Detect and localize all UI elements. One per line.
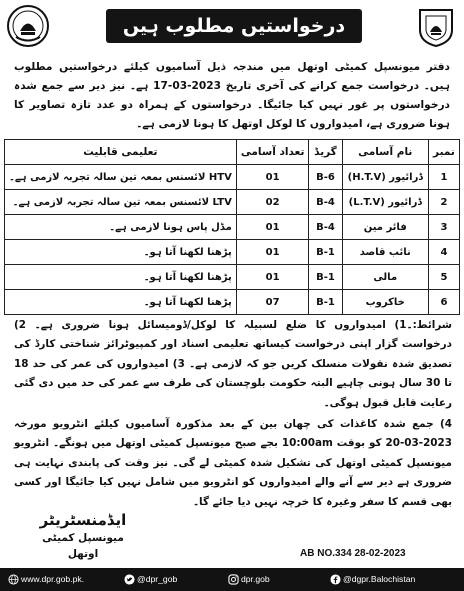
column-header: تعداد آسامی	[236, 140, 309, 165]
post-qualification: پڑھنا لکھنا آتا ہو۔	[5, 265, 237, 290]
vacancies-table	[4, 139, 460, 315]
post-grade: B-1	[309, 240, 342, 265]
column-header: نام آسامی	[342, 140, 428, 165]
table-row	[5, 190, 460, 215]
footer-twitter[interactable]: @dpr_gob	[124, 574, 177, 585]
post-name: نائب قاصد	[342, 240, 428, 265]
post-grade: B-6	[309, 165, 342, 190]
row-number: 5	[428, 265, 459, 290]
page-title: درخواستیں مطلوب ہیں	[106, 9, 362, 43]
post-count: 01	[236, 265, 309, 290]
post-grade: B-4	[309, 215, 342, 240]
globe-icon	[8, 574, 19, 585]
column-header: گریڈ	[309, 140, 342, 165]
post-count: 01	[236, 165, 309, 190]
government-emblem-icon	[6, 4, 50, 48]
government-emblem-icon	[414, 4, 458, 48]
row-number: 6	[428, 290, 459, 315]
post-grade: B-1	[309, 265, 342, 290]
terms-paragraph: شرائط:۔1) امیدواروں کا ضلع لسبیلہ کا لوکل/ڈومیسائل ہونا ضروری ہے۔ 2) درخواست گزار اپنی درخواست کیساتھ تعلیمی اسناد اور کمپیوٹرائز شناختی کارڈ کی تصدیق شدہ نقولات منسلک کریں جو کہ لازمی ہے۔ 3) امیدواروں کی عمر کی حد 18 تا 30 سال ہونی چاہیے البتہ حکومت بلوچستان کی طرف سے عمر کی حد میں دی گئی رعایت قابل قبول ہوگی۔	[14, 319, 452, 409]
terms-and-conditions	[14, 316, 452, 514]
table-row	[5, 290, 460, 315]
row-number: 4	[428, 240, 459, 265]
post-grade: B-1	[309, 290, 342, 315]
column-header: نمبر	[428, 140, 459, 165]
row-number: 2	[428, 190, 459, 215]
post-count: 07	[236, 290, 309, 315]
instagram-icon	[228, 574, 239, 585]
footer-website[interactable]: www.dpr.gob.pk.	[8, 574, 84, 585]
row-number: 3	[428, 215, 459, 240]
table-row	[5, 215, 460, 240]
facebook-icon	[330, 574, 341, 585]
post-count: 02	[236, 190, 309, 215]
post-grade: B-4	[309, 190, 342, 215]
signature-block	[28, 510, 138, 562]
post-qualification: مڈل پاس ہونا لازمی ہے۔	[5, 215, 237, 240]
post-qualification: LTV لائسنس بمعہ تین سالہ تجربہ لازمی ہے۔	[5, 190, 237, 215]
post-qualification: پڑھنا لکھنا آتا ہو۔	[5, 290, 237, 315]
advert-reference	[300, 548, 406, 559]
signatory-office: میونسپل کمیٹی اوتھل	[42, 532, 124, 560]
table-row	[5, 240, 460, 265]
intro-paragraph: دفتر میونسپل کمیٹی اوتھل میں مندجہ ذیل آسامیوں کیلئے درخواستیں مطلوب ہیں۔ درخواست جمع کرانے کی آخری تاریخ 2023-03-17 ہے۔ نیز دیر سے جمع شدہ درخواستوں پر غور نہیں کیا جائیگا۔ درخواستوں کے ہمراہ دو عدد تازہ تصاویر کا ہونا ضروری ہے، امیدواروں کا لوکل اوتھل کا ہونا لازمی ہے۔	[14, 61, 450, 130]
terms-paragraph: 4) جمع شدہ کاغذات کی چھان بین کے بعد مذکورہ آسامیوں کیلئے انٹرویو مورخہ 2023-03-20 کو بوقت 10:00am بجے صبح میونسپل کمیٹی اوتھل میں ہونگے۔ انٹرویو میونسپل کمیٹی اوتھل کی تشکیل شدہ کمیٹی لے گی۔ نیز وقت کی پابندی نہایت ہی ضروری ہے دیر سے آنے والے امیدواروں کو انٹرویو میں شامل نہیں کیا جائیگا اور کسی بھی قسم کا سفر وغیرہ کا خرچہ نہیں دیا جائے گا۔	[14, 418, 452, 508]
advert-date: 28-02-2023	[354, 548, 406, 559]
advert-number: AB NO.334	[300, 548, 352, 559]
table-header-row	[5, 140, 460, 165]
signatory-title: ایڈمنسٹریٹر	[39, 511, 127, 529]
post-name: ڈرائیور (H.T.V)	[342, 165, 428, 190]
post-qualification: پڑھنا لکھنا آتا ہو۔	[5, 240, 237, 265]
twitter-icon	[124, 574, 135, 585]
footer-facebook[interactable]: @dgpr.Balochistan	[330, 574, 415, 585]
post-name: خاکروب	[342, 290, 428, 315]
footer-bar	[0, 568, 464, 591]
footer-instagram[interactable]: dpr.gob	[228, 574, 270, 585]
post-name: فائر مین	[342, 215, 428, 240]
table-row	[5, 265, 460, 290]
post-name: مالی	[342, 265, 428, 290]
row-number: 1	[428, 165, 459, 190]
header	[0, 0, 464, 52]
column-header: تعلیمی قابلیت	[5, 140, 237, 165]
post-qualification: HTV لائسنس بمعہ تین سالہ تجربہ لازمی ہے۔	[5, 165, 237, 190]
post-count: 01	[236, 240, 309, 265]
post-name: ڈرائیور (L.T.V)	[342, 190, 428, 215]
table-row	[5, 165, 460, 190]
post-count: 01	[236, 215, 309, 240]
